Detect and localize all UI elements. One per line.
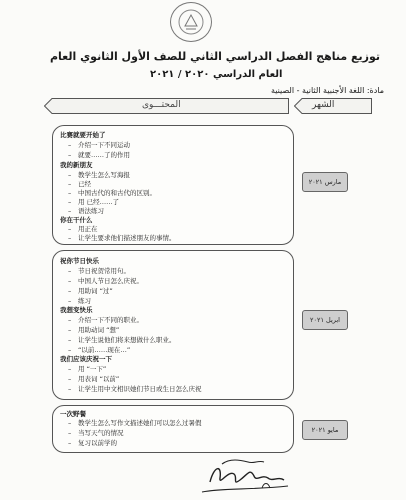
list-item: – 让学生用中文相识她们节日或生日怎么庆祝 xyxy=(68,385,202,393)
month-column-header xyxy=(294,98,372,114)
list-item: – 教学生怎么写海报 xyxy=(68,171,130,179)
list-item: – 中国人节日怎么庆祝。 xyxy=(68,277,143,285)
list-item: – 中国古代的和古代的区别。 xyxy=(68,189,156,197)
month-label-may: مايو ٢٠٢١ xyxy=(302,420,348,440)
list-item: – 语法练习 xyxy=(68,207,104,215)
lesson-title: 一次野餐 xyxy=(60,410,86,418)
month-label-april: ابريل ٢٠٢١ xyxy=(302,310,348,330)
list-item: – 用表词 “以前” xyxy=(68,375,120,383)
academic-year: العام الدراسي ٢٠٢٠ / ٢٠٢١ xyxy=(150,69,283,80)
subject-line: مادة: اللغة الأجنبية الثانية - الصينية xyxy=(270,86,384,95)
list-item: – “以前……现在…” xyxy=(68,346,131,354)
content-column-header xyxy=(44,98,289,114)
list-item: – 就要……了的作用 xyxy=(68,151,130,159)
document-title: توزيع مناهج الفصل الدراسي الثاني للصف الأول الثانوي العام xyxy=(49,50,380,63)
content-column-label: المحتـــوى xyxy=(142,100,181,110)
list-item: – 教学生怎么写作文描述她们可以怎么过暑假 xyxy=(68,419,202,427)
list-item: – 用 “一下” xyxy=(68,365,107,373)
list-item: – 用正在 xyxy=(68,225,98,233)
lesson-title: 我想变快乐 xyxy=(60,306,93,314)
lesson-title: 我的新朋友 xyxy=(60,161,93,169)
lesson-title: 我们应该庆祝一下 xyxy=(60,355,112,363)
list-item: – 节日祝贺常用句。 xyxy=(68,267,130,275)
list-item: – 用 已经……了 xyxy=(68,198,120,206)
handwritten-signature xyxy=(192,452,302,498)
list-item: – 练习 xyxy=(68,297,91,305)
lesson-title: 祝你节日快乐 xyxy=(60,257,99,265)
list-item: – 用助词 “过” xyxy=(68,287,113,295)
list-item: – 让学生要求他们描述朋友的事情。 xyxy=(68,234,176,242)
list-item: – 用助动词 “想” xyxy=(68,326,120,334)
list-item: – 让学生说他们将来想做什么职业。 xyxy=(68,336,176,344)
month-column-label: الشهر xyxy=(312,100,335,110)
list-item: – 当写天气的情况 xyxy=(68,429,124,437)
month-label-march: مارس ٢٠٢١ xyxy=(302,172,348,192)
lesson-title: 你在干什么 xyxy=(60,216,93,224)
ministry-seal xyxy=(170,2,212,42)
list-item: – 复习以前学的 xyxy=(68,439,117,447)
list-item: – 已经 xyxy=(68,180,91,188)
list-item: – 介绍一下不同的职业。 xyxy=(68,316,143,324)
list-item: – 介绍一下不同运动 xyxy=(68,141,130,149)
lesson-title: 比赛就要开始了 xyxy=(60,131,106,139)
